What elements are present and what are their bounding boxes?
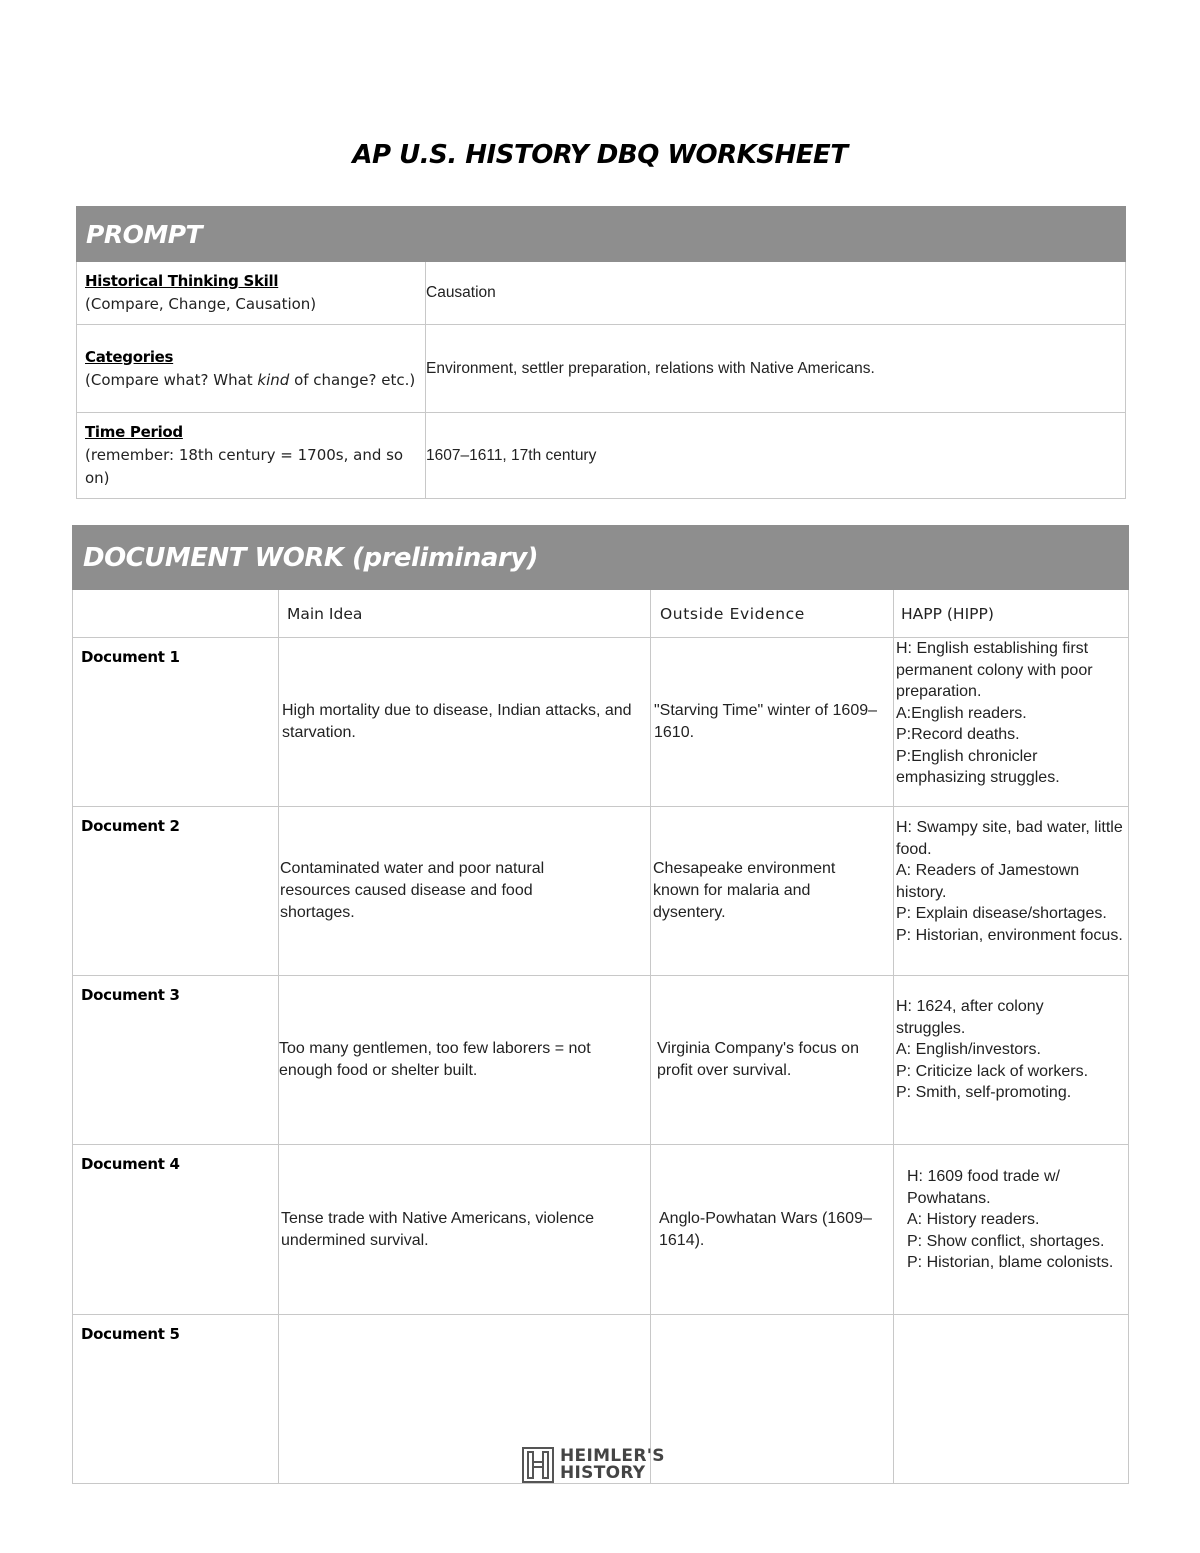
main-idea-cell: High mortality due to disease, Indian attacks, and starvation. — [279, 638, 651, 807]
happ-cell: H: English establishing first permanent colony with poor preparation. A:English readers. P:Record deaths. P:English chronicler emphasizing struggles. — [894, 638, 1129, 807]
happ-cell: H: 1609 food trade w/ Powhatans. A: History readers. P: Show conflict, shortages. P: Historian, blame colonists. — [894, 1145, 1129, 1315]
col-header-outside-evidence: Outside Evidence — [651, 590, 894, 638]
prompt-row-skill — [77, 262, 1126, 325]
document-header: DOCUMENT WORK (preliminary) — [73, 526, 1129, 590]
col-header-happ: HAPP (HIPP) — [894, 590, 1129, 638]
evidence-cell — [651, 1315, 894, 1484]
evidence-cell: Virginia Company's focus on profit over survival. — [651, 976, 894, 1145]
main-idea-cell: Tense trade with Native Americans, violence undermined survival. — [279, 1145, 651, 1315]
skill-hint: (Compare, Change, Causation) — [85, 295, 317, 313]
prompt-row-categories — [77, 325, 1126, 413]
heimlers-history-logo — [522, 1447, 665, 1483]
main-idea-cell: Too many gentlemen, too few laborers = not enough food or shelter built. — [279, 976, 651, 1145]
logo-h-icon — [522, 1447, 554, 1483]
col-header-blank — [73, 590, 279, 638]
page-title: AP U.S. HISTORY DBQ WORKSHEET — [352, 140, 848, 170]
period-value: 1607–1611, 17th century — [426, 413, 1126, 499]
period-label: Time Period — [85, 423, 183, 441]
period-hint: (remember: 18th century = 1700s, and so on) — [85, 446, 404, 487]
prompt-row-period — [77, 413, 1126, 499]
logo-line-1: HEIMLER'S — [560, 1446, 665, 1466]
col-header-main-idea: Main Idea — [279, 590, 651, 638]
document-row — [73, 807, 1129, 976]
column-headers — [73, 590, 1129, 638]
document-row — [73, 976, 1129, 1145]
categories-label: Categories — [85, 347, 174, 366]
document-row — [73, 638, 1129, 807]
evidence-cell: Chesapeake environment known for malaria and dysentery. — [651, 807, 894, 976]
logo-line-2: HISTORY — [560, 1463, 646, 1483]
document-table — [72, 525, 1129, 1484]
document-label: Document 3 — [73, 976, 279, 1145]
document-label: Document 4 — [73, 1145, 279, 1315]
document-label: Document 2 — [73, 807, 279, 976]
document-label: Document 1 — [73, 638, 279, 807]
happ-cell: H: Swampy site, bad water, little food. A: Readers of Jamestown history. P: Explain disease/shortages. P: Historian, environment focus. — [894, 807, 1129, 976]
categories-value: Environment, settler preparation, relations with Native Americans. — [426, 325, 1126, 413]
document-row — [73, 1145, 1129, 1315]
main-idea-cell: Contaminated water and poor natural resources caused disease and food shortages. — [279, 807, 651, 976]
happ-cell — [894, 1315, 1129, 1484]
prompt-table — [76, 206, 1126, 499]
evidence-cell: "Starving Time" winter of 1609–1610. — [651, 638, 894, 807]
skill-label: Historical Thinking Skill — [85, 272, 279, 290]
skill-value: Causation — [426, 262, 1126, 325]
happ-cell: H: 1624, after colony struggles. A: English/investors. P: Criticize lack of workers. P: Smith, self-promoting. — [894, 976, 1129, 1145]
evidence-cell: Anglo-Powhatan Wars (1609–1614). — [651, 1145, 894, 1315]
categories-hint: (Compare what? What kind of change? etc.) — [85, 370, 416, 389]
prompt-header: PROMPT — [77, 207, 1126, 262]
document-label: Document 5 — [73, 1315, 279, 1484]
